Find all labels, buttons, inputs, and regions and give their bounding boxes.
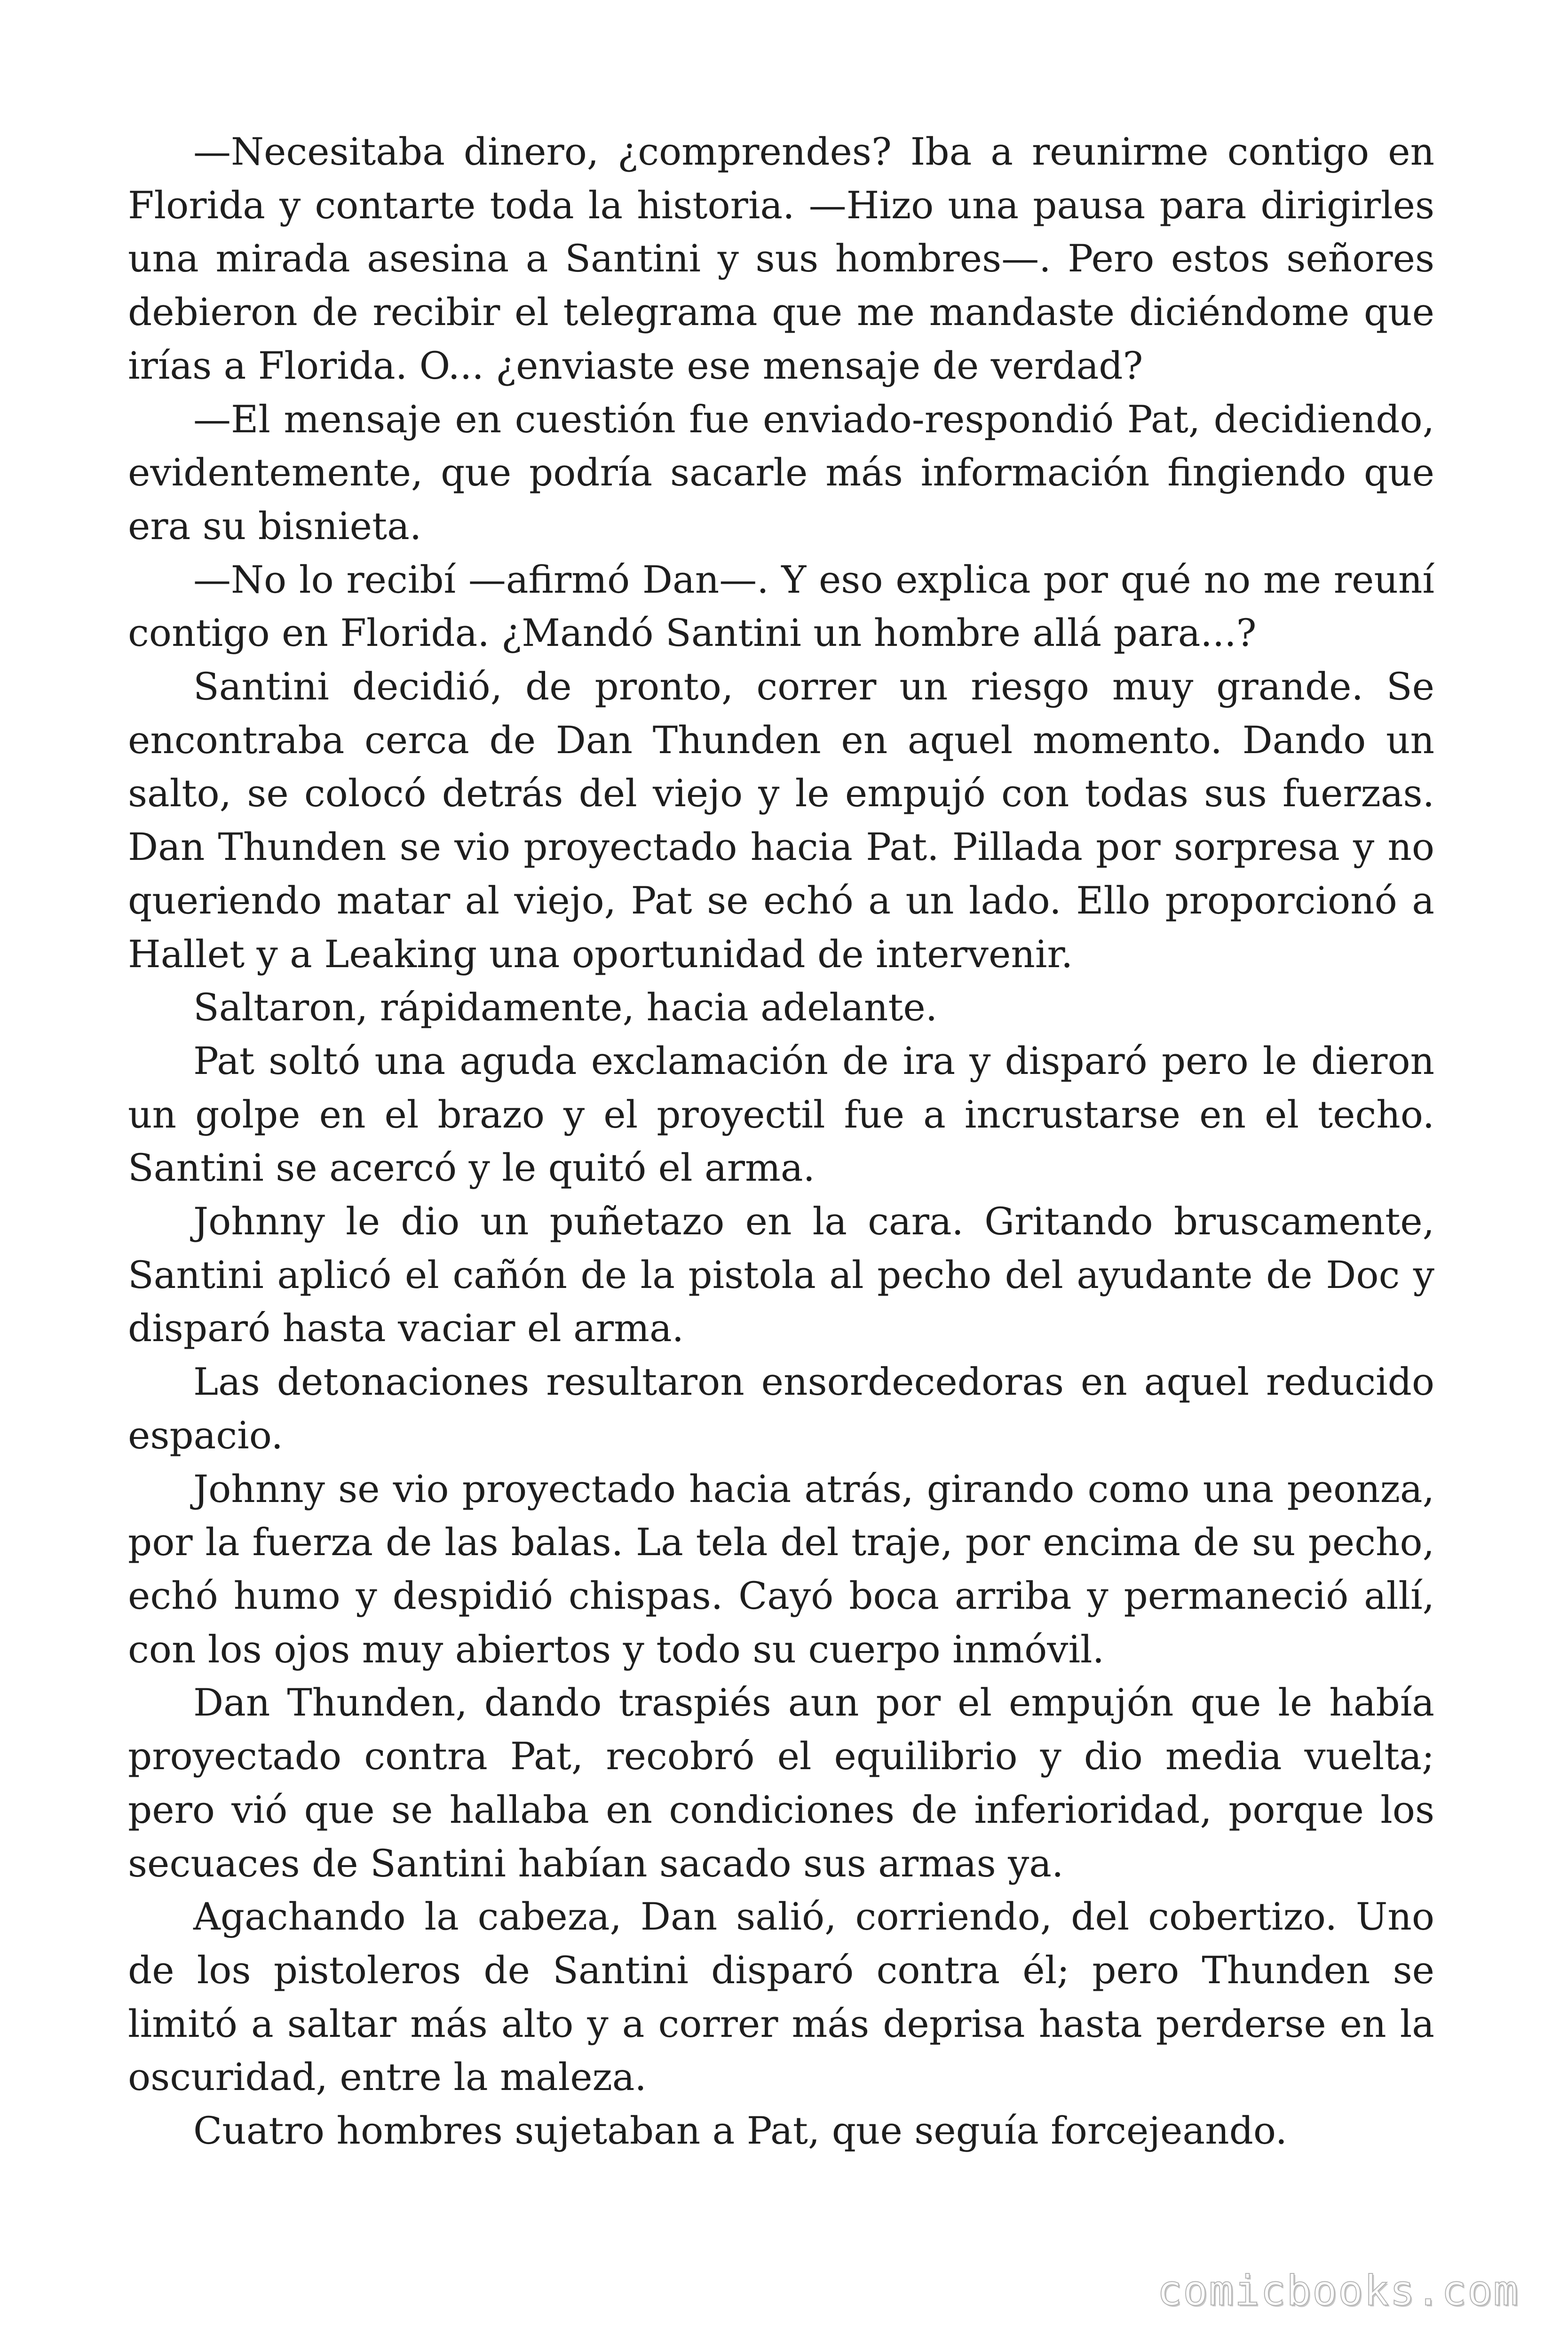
paragraph: Santini decidió, de pronto, correr un riesgo muy grande. Se encontraba cerca de Dan Thunden en aquel momento. Dando un salto, se colocó detrás del viejo y le empujó con todas sus fuerzas. Dan Thunden se vio proyectado hacia Pat. Pillada por sorpresa y no queriendo matar al viejo, Pat se echó a un lado. Ello proporcionó a Hallet y a Leaking una oportunidad de intervenir.	[128, 665, 1434, 976]
paragraph: Saltaron, rápidamente, hacia adelante.	[193, 985, 938, 1030]
paragraph: —El mensaje en cuestión fue enviado-respondió Pat, decidiendo, evidentemente, que podría sacarle más información fingiendo que era su bisnieta.	[128, 397, 1434, 548]
paragraph: Johnny le dio un puñetazo en la cara. Gritando bruscamente, Santini aplicó el cañón de la pistola al pecho del ayudante de Doc y disparó hasta vaciar el arma.	[128, 1200, 1434, 1351]
paragraph: —Necesitaba dinero, ¿comprendes? Iba a reunirme contigo en Florida y contarte toda la historia. —Hizo una pausa para dirigirles una mirada asesina a Santini y sus hombres—. Pero estos señores debieron de recibir el telegrama que me mandaste diciéndome que irías a Florida. O... ¿enviaste ese mensaje de verdad?	[128, 130, 1434, 388]
paragraph: Cuatro hombres sujetaban a Pat, que seguía forcejeando.	[193, 2109, 1288, 2153]
paragraph: Las detonaciones resultaron ensordecedoras en aquel reducido espacio.	[128, 1360, 1434, 1457]
watermark: comicbooks.com	[1157, 2266, 1519, 2315]
paragraph: Johnny se vio proyectado hacia atrás, girando como una peonza, por la fuerza de las balas. La tela del traje, por encima de su pecho, echó humo y despidió chispas. Cayó boca arriba y permaneció allí, con los ojos muy abiertos y todo su cuerpo inmóvil.	[128, 1467, 1434, 1671]
paragraph: Pat soltó una aguda exclamación de ira y disparó pero le dieron un golpe en el brazo y el proyectil fue a incrustarse en el techo. Santini se acercó y le quitó el arma.	[128, 1039, 1434, 1190]
body-text	[128, 125, 1434, 2158]
paragraph: —No lo recibí —afirmó Dan—. Y eso explica por qué no me reuní contigo en Florida. ¿Mandó Santini un hombre allá para...?	[128, 557, 1434, 655]
paragraph: Agachando la cabeza, Dan salió, corriendo, del cobertizo. Uno de los pistoleros de Santini disparó contra él; pero Thunden se limitó a saltar más alto y a correr más deprisa hasta perderse en la oscuridad, entre la maleza.	[128, 1895, 1434, 2099]
paragraph: Dan Thunden, dando traspiés aun por el empujón que le había proyectado contra Pat, recobró el equilibrio y dio media vuelta; pero vió que se hallaba en condiciones de inferioridad, porque los secuaces de Santini habían sacado sus armas ya.	[128, 1681, 1434, 1885]
